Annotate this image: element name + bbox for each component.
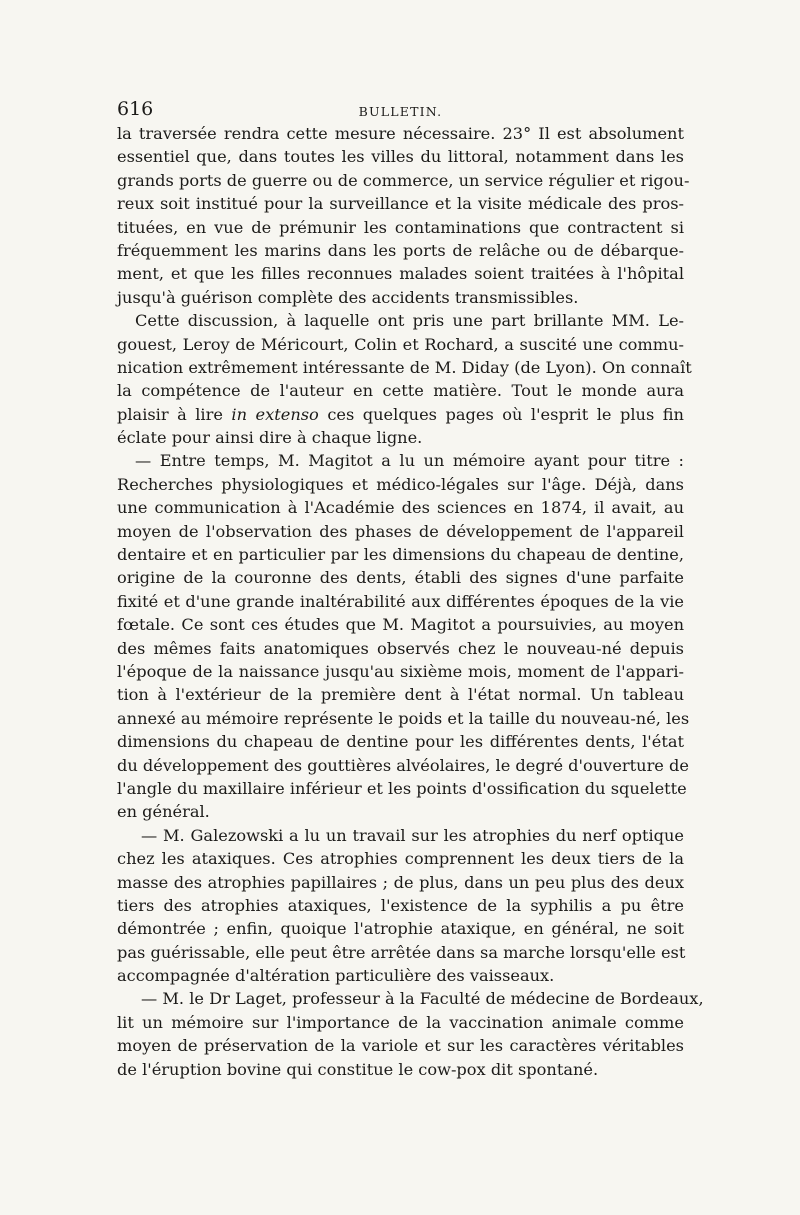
text-line: fœtale. Ce sont ces études que M. Magitot a poursuivies, au moyen — [117, 615, 684, 635]
text-line: ment, et que les filles reconnues malades soient traitées à l'hôpital — [117, 264, 684, 284]
text-line: du développement des gouttières alvéolaires, le degré d'ouverture de — [117, 755, 689, 775]
text-line: fixité et d'une grande inaltérabilité aux différentes époques de la vie — [117, 591, 684, 611]
text-line: la compétence de l'auteur en cette matière. Tout le monde aura — [117, 381, 684, 401]
text-line: grands ports de guerre ou de commerce, un service régulier et rigou- — [117, 170, 690, 190]
text-line: moyen de l'observation des phases de développement de l'appareil — [117, 521, 684, 541]
text-line: démontrée ; enfin, quoique l'atrophie ataxique, en général, ne soit — [117, 919, 684, 939]
text-line: Cette discussion, à laquelle ont pris une part brillante MM. Le- — [135, 311, 684, 331]
text-line: essentiel que, dans toutes les villes du littoral, notamment dans les — [117, 147, 684, 167]
text-line: éclate pour ainsi dire à chaque ligne. — [117, 428, 423, 448]
text-line: moyen de préservation de la variole et sur les caractères véritables — [117, 1036, 684, 1056]
text-line: tion à l'extérieur de la première dent à l'état normal. Un tableau — [117, 685, 684, 705]
text-line: une communication à l'Académie des sciences en 1874, il avait, au — [117, 498, 684, 518]
text-line: gouest, Leroy de Méricourt, Colin et Rochard, a suscité une commu- — [117, 334, 684, 354]
text-line: tituées, en vue de prémunir les contaminations que contractent si — [117, 217, 684, 237]
text-line: pas guérissable, elle peut être arrêtée dans sa marche lorsqu'elle est — [117, 942, 686, 962]
text-line: reux soit institué pour la surveillance et la visite médicale des pros- — [117, 194, 684, 214]
text-line: fréquemment les marins dans les ports de relâche ou de débarque- — [117, 240, 684, 260]
text-line: Recherches physiologiques et médico-légales sur l'âge. Déjà, dans — [117, 474, 684, 494]
text-line: masse des atrophies papillaires ; de plus, dans un peu plus des deux — [117, 872, 684, 892]
text-line: origine de la couronne des dents, établi des signes d'une parfaite — [117, 568, 684, 588]
text-line: — Entre temps, M. Magitot a lu un mémoire ayant pour titre : — [135, 451, 684, 471]
text-run: plaisir à lire — [117, 404, 232, 424]
text-line: nication extrêmement intéressante de M. Diday (de Lyon). On connaît — [117, 357, 692, 377]
text-line-italic — [117, 403, 684, 426]
text-line: l'époque de la naissance jusqu'au sixième mois, moment de l'appari- — [117, 661, 684, 681]
text-line: des mêmes faits anatomiques observés chez le nouveau-né depuis — [117, 638, 684, 658]
text-line: tiers des atrophies ataxiques, l'existence de la syphilis a pu être — [117, 895, 684, 915]
text-line: la traversée rendra cette mesure nécessaire. 23° Il est absolument — [117, 124, 684, 143]
text-run: ces quelques pages où l'esprit le plus fin — [318, 404, 684, 424]
text-line: annexé au mémoire représente le poids et la taille du nouveau-né, les — [117, 708, 690, 728]
text-line: de l'éruption bovine qui constitue le cow-pox dit spontané. — [117, 1059, 599, 1079]
text-line: dimensions du chapeau de dentine pour les différentes dents, l'état — [117, 732, 684, 752]
text-line: — M. le Dr Laget, professeur à la Faculté de médecine de Bordeaux, — [141, 989, 704, 1009]
text-line: l'angle du maxillaire inférieur et les points d'ossification du squelette — [117, 778, 687, 798]
text-line: dentaire et en particulier par les dimensions du chapeau de dentine, — [117, 545, 684, 565]
text-line: — M. Galezowski a lu un travail sur les atrophies du nerf optique — [141, 825, 684, 845]
text-line: jusqu'à guérison complète des accidents transmissibles. — [117, 287, 579, 307]
text-line: en général. — [117, 802, 210, 822]
running-title: BULLETIN. — [358, 104, 443, 119]
page-number: 616 — [117, 98, 154, 120]
text-line: chez les ataxiques. Ces atrophies comprennent les deux tiers de la — [117, 849, 684, 869]
body-text — [117, 122, 704, 1081]
text-line: accompagnée d'altération particulière des vaisseaux. — [117, 966, 555, 986]
italic-text: in extenso — [231, 404, 319, 424]
text-line: lit un mémoire sur l'importance de la vaccination animale comme — [117, 1012, 684, 1032]
